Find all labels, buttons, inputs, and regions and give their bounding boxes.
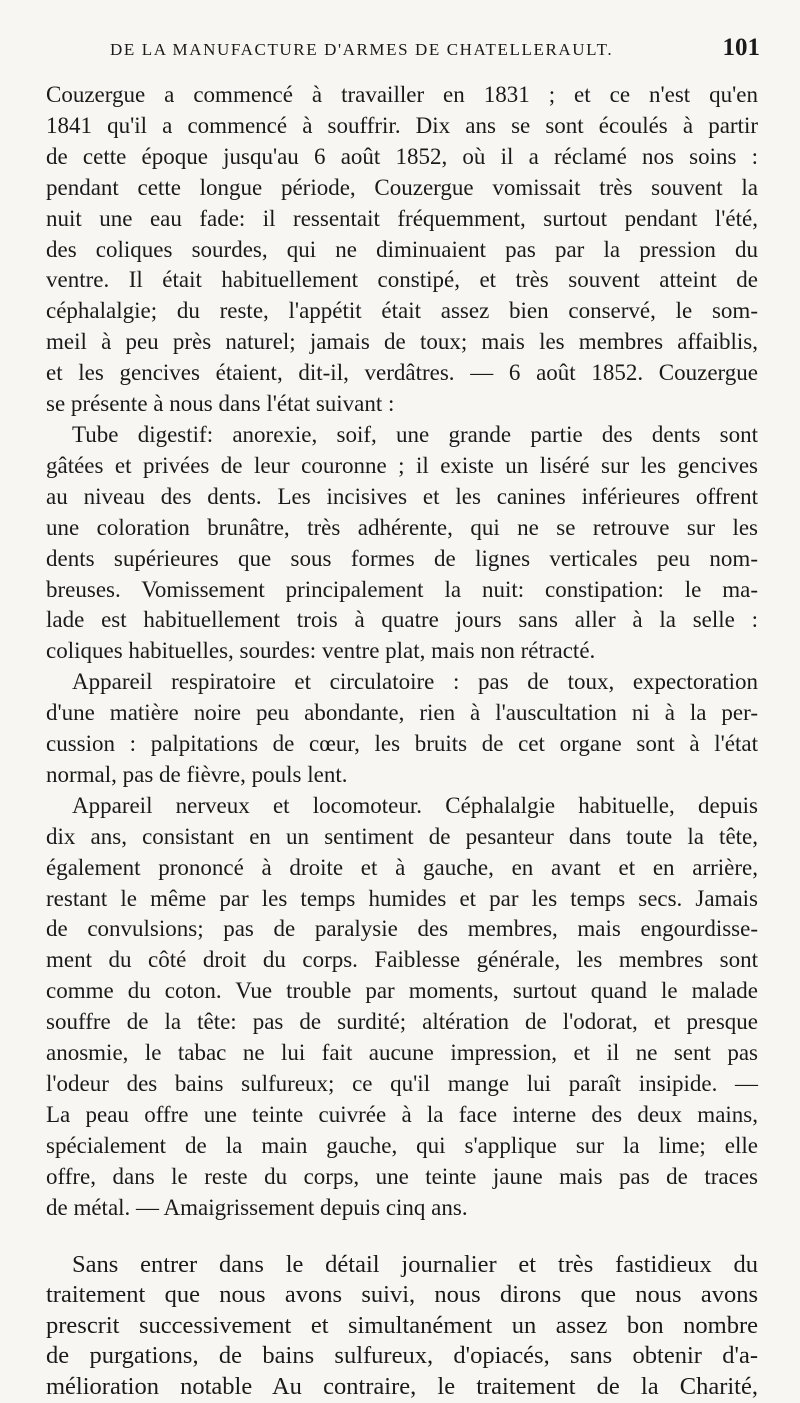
text-line: Sans entrer dans le détail journalier et très fastidieux du [72,1250,758,1278]
text-line: d'une matière noire peu abondante, rien à l'auscultation ni à la per- [46,700,758,726]
text-line: une coloration brunâtre, très adhérente, qui ne se retrouve sur les [46,514,758,540]
paragraph-appareil-respiratoire [46,667,758,791]
text-line: au niveau des dents. Les incisives et les canines inférieures offrent [46,483,758,509]
text-line: céphalalgie; du reste, l'appétit était assez bien conservé, le som- [46,298,758,324]
text-line: mélioration notable Au contraire, le traitement de la Charité, [46,1372,758,1400]
text-line: Appareil nerveux et locomoteur. Céphalalgie habituelle, depuis [72,792,758,818]
text-line: Couzergue a commencé à travailler en 1831 ; et ce n'est qu'en [46,82,758,107]
text-line: lade est habituellement trois à quatre jours sans aller à la selle : [46,607,758,633]
text-line: également prononcé à droite et à gauche, en avant et en arrière, [46,854,758,880]
paragraph-appareil-nerveux [46,791,758,1224]
paragraph-traitement [46,1250,758,1403]
text-line: offre, dans le reste du corps, une teinte jaune mais pas de traces [46,1163,758,1189]
text-line: Tube digestif: anorexie, soif, une grande partie des dents sont [72,421,758,447]
text-line: spécialement de la main gauche, qui s'applique sur la lime; elle [46,1132,758,1158]
running-head: DE LA MANUFACTURE D'ARMES DE CHATELLERAULT. [110,40,614,59]
text-line: anosmie, le tabac ne lui fait aucune impression, et il ne sent pas [46,1040,758,1066]
body-text [46,80,758,1403]
text-line: de métal. — Amaigrissement depuis cinq ans. [46,1194,468,1220]
text-line: se présente à nous dans l'état suivant : [46,391,395,417]
text-line: prescrit successivement et simultanément un assez bon nombre [46,1311,758,1339]
paragraph-case-history [46,80,758,420]
text-line: de purgations, de bains sulfureux, d'opiacés, sans obtenir d'a- [46,1342,758,1370]
text-line: nuit une eau fade: il ressentait fréquemment, surtout pendant l'été, [46,205,758,231]
text-line: comme du coton. Vue trouble par moments, surtout quand le malade [46,978,758,1004]
page-header [110,34,760,64]
text-line: breuses. Vomissement principalement la nuit: constipation: le ma- [46,576,758,602]
page-number: 101 [722,34,760,61]
paragraph-tube-digestif [46,420,758,667]
text-line: gâtées et privées de leur couronne ; il existe un liséré sur les gencives [46,452,758,478]
text-line: normal, pas de fièvre, pouls lent. [46,761,348,787]
text-line: meil à peu près naturel; jamais de toux; mais les membres affaiblis, [46,329,758,355]
text-line: restant le même par les temps humides et par les temps secs. Jamais [46,885,758,911]
text-line: de cette époque jusqu'au 6 août 1852, où il a réclamé nos soins : [46,143,758,169]
text-line: pendant cette longue période, Couzergue vomissait très souvent la [46,174,758,200]
text-line: coliques habituelles, sourdes: ventre plat, mais non rétracté. [46,638,596,664]
text-line: traitement que nous avons suivi, nous dirons que nous avons [46,1281,758,1309]
text-line: de convulsions; pas de paralysie des membres, mais engourdisse- [46,916,758,942]
text-line: des coliques sourdes, qui ne diminuaient pas par la pression du [46,236,758,262]
text-line: dents supérieures que sous formes de lignes verticales peu nom- [46,545,758,571]
text-line: cussion : palpitations de cœur, les bruits de cet organe sont à l'état [46,731,758,757]
text-line: ment du côté droit du corps. Faiblesse générale, les membres sont [46,947,758,973]
text-line: l'odeur des bains sulfureux; ce qu'il mange lui paraît insipide. — [46,1071,758,1096]
text-line: souffre de la tête: pas de surdité; altération de l'odorat, et presque [46,1009,758,1035]
text-line: et les gencives étaient, dit-il, verdâtres. — 6 août 1852. Couzergue [46,360,758,386]
text-line: dix ans, consistant en un sentiment de pesanteur dans toute la tête, [46,823,758,849]
text-line: ventre. Il était habituellement constipé, et très souvent atteint de [46,267,758,293]
text-line: 1841 qu'il a commencé à souffrir. Dix ans se sont écoulés à partir [46,112,758,138]
text-line: Appareil respiratoire et circulatoire : pas de toux, expectoration [72,669,758,695]
text-line: La peau offre une teinte cuivrée à la face interne des deux mains, [46,1101,758,1127]
